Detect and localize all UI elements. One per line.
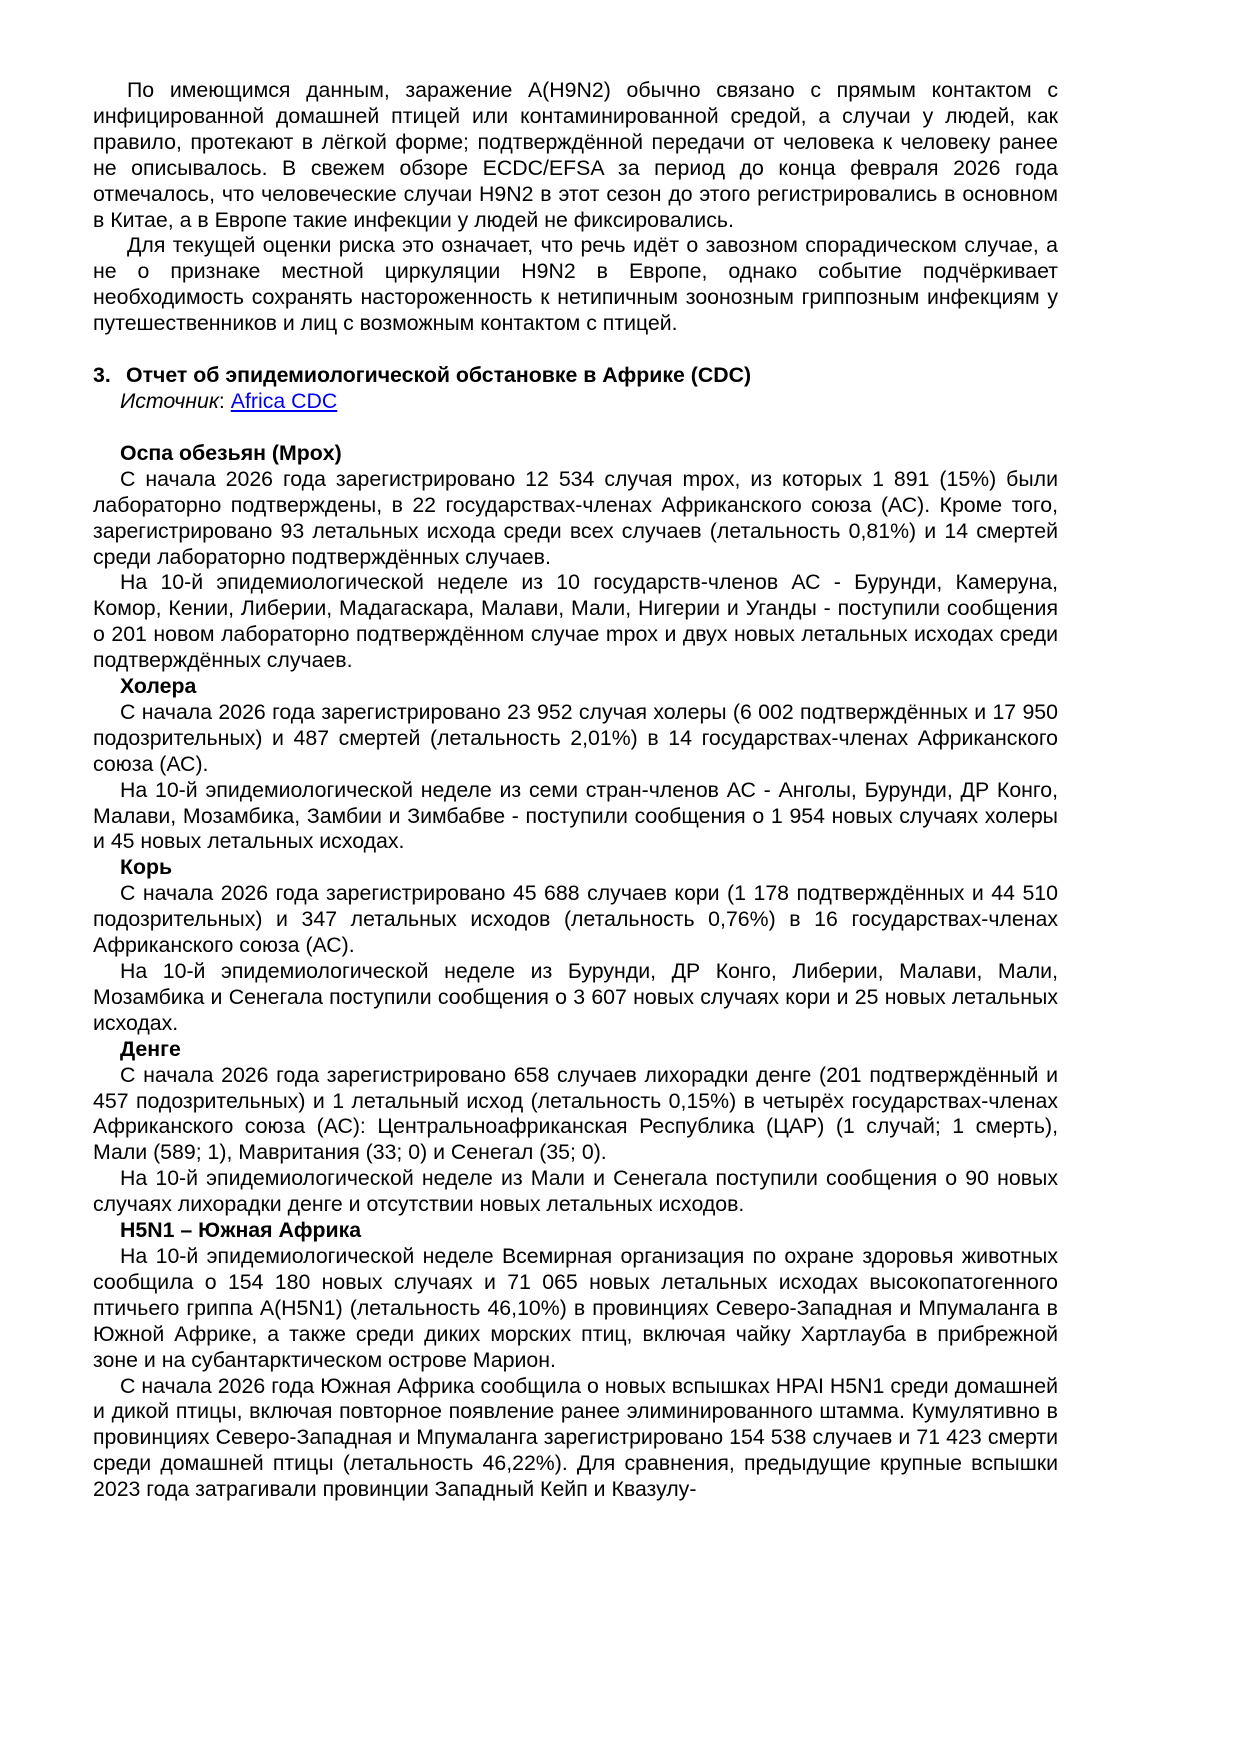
section-title-text: Отчет об эпидемиологической обстановке в Африке (CDC) <box>126 363 752 388</box>
source-line <box>93 389 1058 415</box>
source-label: Источник <box>120 388 219 413</box>
intro-paragraph: По имеющимся данным, заражение A(H9N2) обычно связано с прямым контактом с инфицированной домашней птицей или контаминированной средой, а случаи у людей, как правило, протекают в лёгкой форме; подтверждённой передачи от человека к человеку ранее не описывалось. В свежем обзоре ECDC/EFSA за период до конца февраля 2026 года отмечалось, что человеческие случаи H9N2 в этот сезон до этого регистрировались в основном в Китае, а в Европе такие инфекции у людей не фиксировались. <box>93 78 1058 232</box>
subsection-heading: Денге <box>120 1036 181 1061</box>
subsection-dengue <box>93 1037 1058 1218</box>
subsection-paragraph: С начала 2026 года Южная Африка сообщила о новых вспышках HPAI H5N1 среди домашней и дикой птицы, включая повторное появление ранее элиминированного штамма. Кумулятивно в провинциях Северо-Западная и Мпумаланга зарегистрировано 154 538 случаев и 71 423 смерти среди домашней птицы (летальность 46,22%). Для сравнения, предыдущие крупные вспышки 2023 года затрагивали провинции Западный Кейп и Квазулу- <box>93 1373 1058 1502</box>
section-heading <box>93 363 1058 389</box>
subsection-paragraph: На 10-й эпидемиологической неделе из 10 государств-членов АС - Бурунди, Камеруна, Комор, Кении, Либерии, Мадагаскара, Малави, Мали, Нигерии и Уганды - поступили сообщения о 201 новом лабораторно подтверждённом случае mpox и двух новых летальных исходах среди подтверждённых случаев. <box>93 570 1058 673</box>
subsection-paragraph: На 10-й эпидемиологической неделе Всемирная организация по охране здоровья животных сообщила о 154 180 новых случаях и 71 065 новых летальных исходах высокопатогенного птичьего гриппа A(H5N1) (летальность 46,10%) в провинциях Северо-Западная и Мпумаланга в Южной Африке, а также среди диких морских птиц, включая чайку Хартлауба в прибрежной зоне и на субантарктическом острове Марион. <box>93 1243 1058 1372</box>
subsection-paragraph: С начала 2026 года зарегистрировано 23 952 случая холеры (6 002 подтверждённых и 17 950 подозрительных) и 487 смертей (летальность 2,01%) в 14 государствах-членах Африканского союза (АС). <box>93 699 1058 776</box>
spacer <box>93 415 1058 441</box>
spacer <box>93 337 1058 363</box>
subsection-cholera <box>93 674 1058 855</box>
subsection-heading: Холера <box>120 674 197 699</box>
subsection-heading: Оспа обезьян (Mpox) <box>120 440 342 465</box>
subsection-h5n1-south-africa <box>93 1218 1058 1503</box>
subsection-paragraph: На 10-й эпидемиологической неделе из Бурунди, ДР Конго, Либерии, Малави, Мали, Мозамбика и Сенегала поступили сообщения о 3 607 новых случаях кори и 25 новых летальных исходах. <box>93 959 1058 1035</box>
subsection-mpox <box>93 441 1058 674</box>
subsection-heading: Корь <box>120 855 173 880</box>
subsection-paragraph: С начала 2026 года зарегистрировано 658 случаев лихорадки денге (201 подтверждённый и 457 подозрительных) и 1 летальный исход (летальность 0,15%) в четырёх государствах-членах Африканского союза (АС): Центральноафриканская Республика (ЦАР) (1 случай; 1 смерть), Мали (589; 1), Мавритания (33; 0) и Сенегал (35; 0). <box>93 1062 1058 1165</box>
intro-block <box>93 78 1058 337</box>
source-separator: : <box>218 388 231 413</box>
document-page <box>93 78 1058 1503</box>
section-number: 3. <box>93 363 111 388</box>
subsection-paragraph: На 10-й эпидемиологической неделе из Мали и Сенегала поступили сообщения о 90 новых случаях лихорадки денге и отсутствии новых летальных исходов. <box>93 1166 1058 1217</box>
subsection-paragraph: На 10-й эпидемиологической неделе из семи стран-членов АС - Анголы, Бурунди, ДР Конго, Малави, Мозамбика, Замбии и Зимбабве - поступили сообщения о 1 954 новых случаях холеры и 45 новых летальных исходах. <box>93 777 1058 854</box>
subsection-paragraph: С начала 2026 года зарегистрировано 45 688 случаев кори (1 178 подтверждённых и 44 510 подозрительных) и 347 летальных исходов (летальность 0,76%) в 16 государствах-членах Африканского союза (АС). <box>93 881 1058 958</box>
subsection-paragraph: С начала 2026 года зарегистрировано 12 534 случая mpox, из которых 1 891 (15%) были лабораторно подтверждены, в 22 государствах-членах Африканского союза (АС). Кроме того, зарегистрировано 93 летальных исхода среди всех случаев (летальность 0,81%) и 14 смертей среди лабораторно подтверждённых случаев. <box>93 466 1058 569</box>
subsection-heading: H5N1 – Южная Африка <box>120 1218 362 1243</box>
africa-cdc-link[interactable]: Africa CDC <box>230 388 338 413</box>
subsection-measles <box>93 855 1058 1036</box>
intro-paragraph: Для текущей оценки риска это означает, что речь идёт о завозном спорадическом случае, а не о признаке местной циркуляции H9N2 в Европе, однако событие подчёркивает необходимость сохранять настороженность к нетипичным зоонозным гриппозным инфекциям у путешественников и лиц с возможным контактом с птицей. <box>93 233 1058 336</box>
